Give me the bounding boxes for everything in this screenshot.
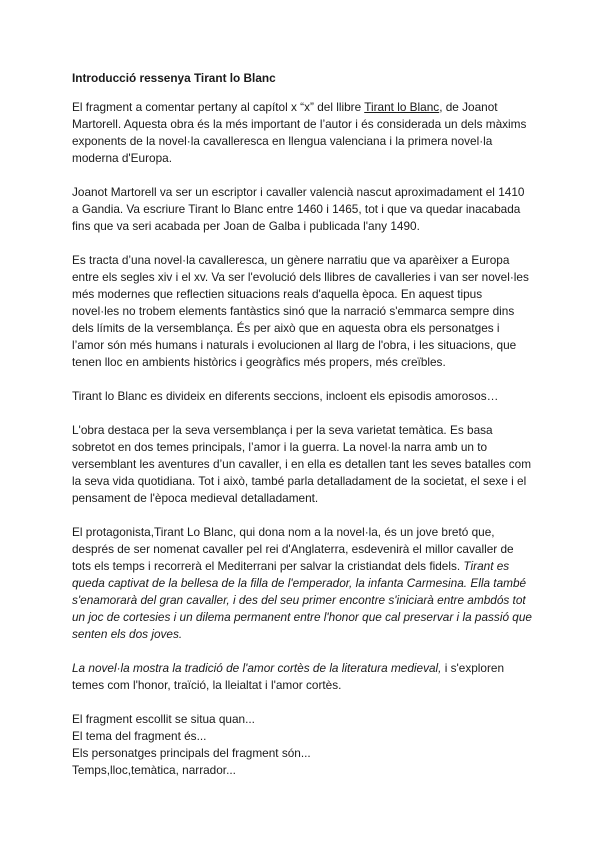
paragraph-tradition-text: i s'exploren temes com l'honor, traïció, la lleialtat i l'amor cortès. <box>72 661 505 692</box>
paragraph-intro-text-b: , de Joanot Martorell. Aquesta obra és la més important de l’autor i és considerada un dels màxims exponents de la novel·la cavalleresca en llengua valenciana i la primera novel·la moderna d'Europa. <box>72 100 527 165</box>
document-page <box>72 70 532 779</box>
paragraph-intro-text-a: El fragment a comentar pertany al capítol x “x” del llibre <box>72 100 365 114</box>
guide-line: Els personatges principals del fragment són... <box>72 746 311 760</box>
document-title: Introducció ressenya Tirant lo Blanc <box>72 71 276 85</box>
paragraph-author: Joanot Martorell va ser un escriptor i cavaller valencià nascut aproximadament el 1410 a Gandia. Va escriure Tirant lo Blanc entre 1460 i 1465, tot i que va quedar inacabada fins que va seri acabada per Joan de Galba i publicada l'any 1490. <box>72 185 525 233</box>
paragraph-protagonist-italic: Tirant es queda captivat de la bellesa de la filla de l'emperador, la infanta Carmesina. Ella també s'enamorarà del gran cavaller, i des del seu primer encontre s'iniciarà entre ambdós tot un joc de cortesies i un dilema permanent entre l'honor que cal preservar i la passió que senten els dos joves. <box>72 559 532 641</box>
paragraph-intro <box>72 99 532 167</box>
guide-line: El tema del fragment és... <box>72 729 207 743</box>
paragraph-sections: Tirant lo Blanc es divideix en diferents seccions, incloent els episodis amorosos… <box>72 389 499 403</box>
paragraph-protagonist-text: El protagonista,Tirant Lo Blanc, qui dona nom a la novel·la, és un jove bretó que, després de ser nomenat cavaller pel rei d'Anglaterra, esdevenirà el millor cavaller de tots els temps i recorrerà el Mediterrani per salvar la cristiandat dels fidels. <box>72 525 514 573</box>
book-title-link[interactable]: Tirant lo Blanc <box>364 100 440 114</box>
paragraph-genre: Es tracta d’una novel·la cavalleresca, un gènere narratiu que va aparèixer a Europa entre els segles xiv i el xv. Va ser l'evolució dels llibres de cavalleries i van ser novel·les més modernes que reflectien situacions reals d'aquella època. En aquest tipus novel·les no trobem elements fantàstics sinó que la narració s'emmarca sempre dins dels límits de la versemblança. És per això que en aquesta obra els personatges i l’amor són més humans i naturals i evolucionen al llarg de l'obra, i les situacions, que tenen lloc en ambients històrics i geogràfics més propers, més creïbles. <box>72 253 529 369</box>
paragraph-tradition-italic: La novel·la mostra la tradició de l'amor cortès de la literatura medieval, <box>72 661 442 675</box>
paragraph-protagonist <box>72 524 532 643</box>
guide-lines <box>72 711 532 779</box>
paragraph-themes: L'obra destaca per la seva versemblança i per la seva varietat temàtica. Es basa sobretot en dos temes principals, l’amor i la guerra. La novel·la narra amb un to versemblant les aventures d’un cavaller, i en ella es detallen tant les seves batalles com la seva vida quotidiana. Tot i això, també parla detalladament de la societat, el sexe i el pensament de l'època medieval detalladament. <box>72 423 532 505</box>
paragraph-tradition <box>72 660 532 694</box>
guide-line: El fragment escollit se situa quan... <box>72 712 255 726</box>
guide-line: Temps,lloc,temàtica, narrador... <box>72 763 236 777</box>
